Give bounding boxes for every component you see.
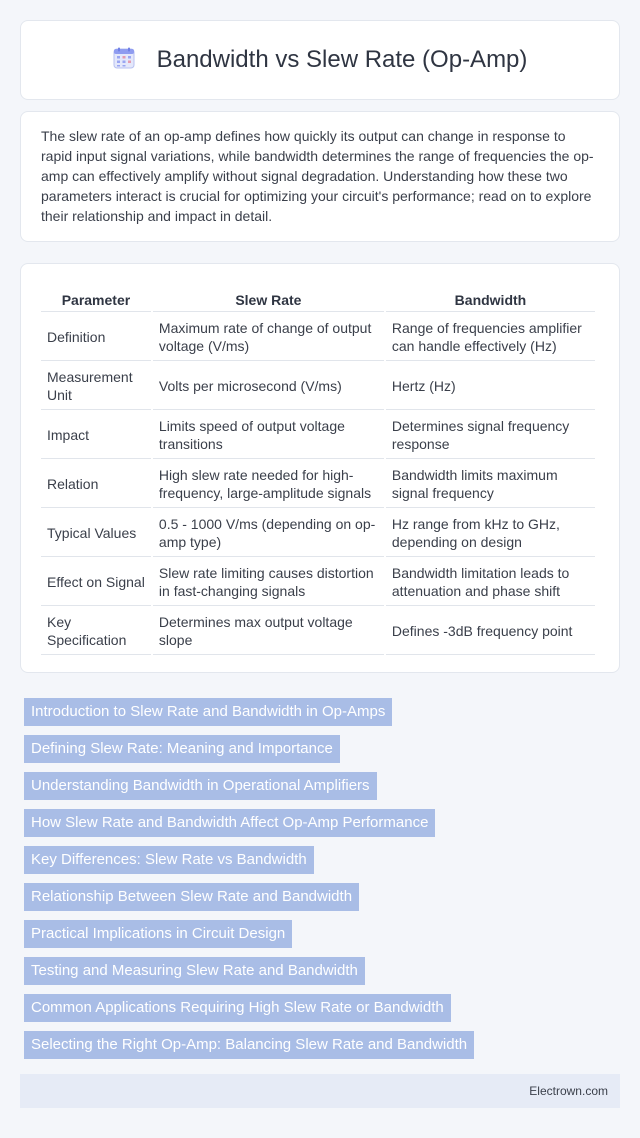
page-title: Bandwidth vs Slew Rate (Op-Amp): [156, 46, 528, 73]
table-row: [41, 412, 595, 459]
toc-link[interactable]: Practical Implications in Circuit Design: [24, 920, 292, 948]
row-parameter: Effect on Signal: [41, 559, 151, 606]
row-bandwidth: Bandwidth limits maximum signal frequency: [386, 461, 595, 508]
toc-link[interactable]: Common Applications Requiring High Slew Rate or Bandwidth: [24, 994, 451, 1022]
header-bandwidth: Bandwidth: [386, 288, 595, 312]
comparison-table: [39, 286, 597, 657]
comparison-table-card: [20, 263, 620, 673]
table-row: [41, 510, 595, 557]
table-row: [41, 559, 595, 606]
intro-card: [20, 111, 620, 242]
table-row: [41, 461, 595, 508]
toc-link[interactable]: Key Differences: Slew Rate vs Bandwidth: [24, 846, 314, 874]
row-bandwidth: Range of frequencies amplifier can handle effectively (Hz): [386, 314, 595, 361]
row-slew-rate: Determines max output voltage slope: [153, 608, 384, 655]
toc-link[interactable]: How Slew Rate and Bandwidth Affect Op-Amp Performance: [24, 809, 435, 837]
toc-link[interactable]: Testing and Measuring Slew Rate and Bandwidth: [24, 957, 365, 985]
row-parameter: Relation: [41, 461, 151, 508]
row-parameter: Measurement Unit: [41, 363, 151, 410]
toc-link[interactable]: Relationship Between Slew Rate and Bandwidth: [24, 883, 359, 911]
table-of-contents: [24, 698, 474, 1068]
row-slew-rate: 0.5 - 1000 V/ms (depending on op-amp type): [153, 510, 384, 557]
row-parameter: Definition: [41, 314, 151, 361]
intro-paragraph: The slew rate of an op-amp defines how quickly its output can change in response to rapid input signal variations, while bandwidth determines the range of frequencies the op-amp can effectively amplify without signal degradation. Understanding how these two parameters interact is crucial for optimizing your circuit's performance; read on to explore their relationship and impact in detail.: [41, 128, 594, 224]
row-slew-rate: Maximum rate of change of output voltage (V/ms): [153, 314, 384, 361]
table-row: [41, 314, 595, 361]
row-slew-rate: High slew rate needed for high-frequency, large-amplitude signals: [153, 461, 384, 508]
header-slew-rate: Slew Rate: [153, 288, 384, 312]
calendar-grid-icon: [113, 47, 135, 74]
toc-link[interactable]: Understanding Bandwidth in Operational Amplifiers: [24, 772, 377, 800]
row-slew-rate: Limits speed of output voltage transitions: [153, 412, 384, 459]
row-bandwidth: Defines -3dB frequency point: [386, 608, 595, 655]
toc-link[interactable]: Selecting the Right Op-Amp: Balancing Slew Rate and Bandwidth: [24, 1031, 474, 1059]
footer-site-name: Electrown.com: [529, 1084, 608, 1098]
row-parameter: Key Specification: [41, 608, 151, 655]
row-parameter: Impact: [41, 412, 151, 459]
header-card: [20, 20, 620, 100]
row-slew-rate: Slew rate limiting causes distortion in fast-changing signals: [153, 559, 384, 606]
row-parameter: Typical Values: [41, 510, 151, 557]
row-bandwidth: Hz range from kHz to GHz, depending on design: [386, 510, 595, 557]
footer: [20, 1074, 620, 1108]
table-row: [41, 363, 595, 410]
row-bandwidth: Determines signal frequency response: [386, 412, 595, 459]
toc-link[interactable]: Defining Slew Rate: Meaning and Importance: [24, 735, 340, 763]
row-bandwidth: Hertz (Hz): [386, 363, 595, 410]
row-bandwidth: Bandwidth limitation leads to attenuation and phase shift: [386, 559, 595, 606]
header-parameter: Parameter: [41, 288, 151, 312]
table-header-row: [41, 288, 595, 312]
table-row: [41, 608, 595, 655]
toc-link[interactable]: Introduction to Slew Rate and Bandwidth in Op-Amps: [24, 698, 392, 726]
row-slew-rate: Volts per microsecond (V/ms): [153, 363, 384, 410]
